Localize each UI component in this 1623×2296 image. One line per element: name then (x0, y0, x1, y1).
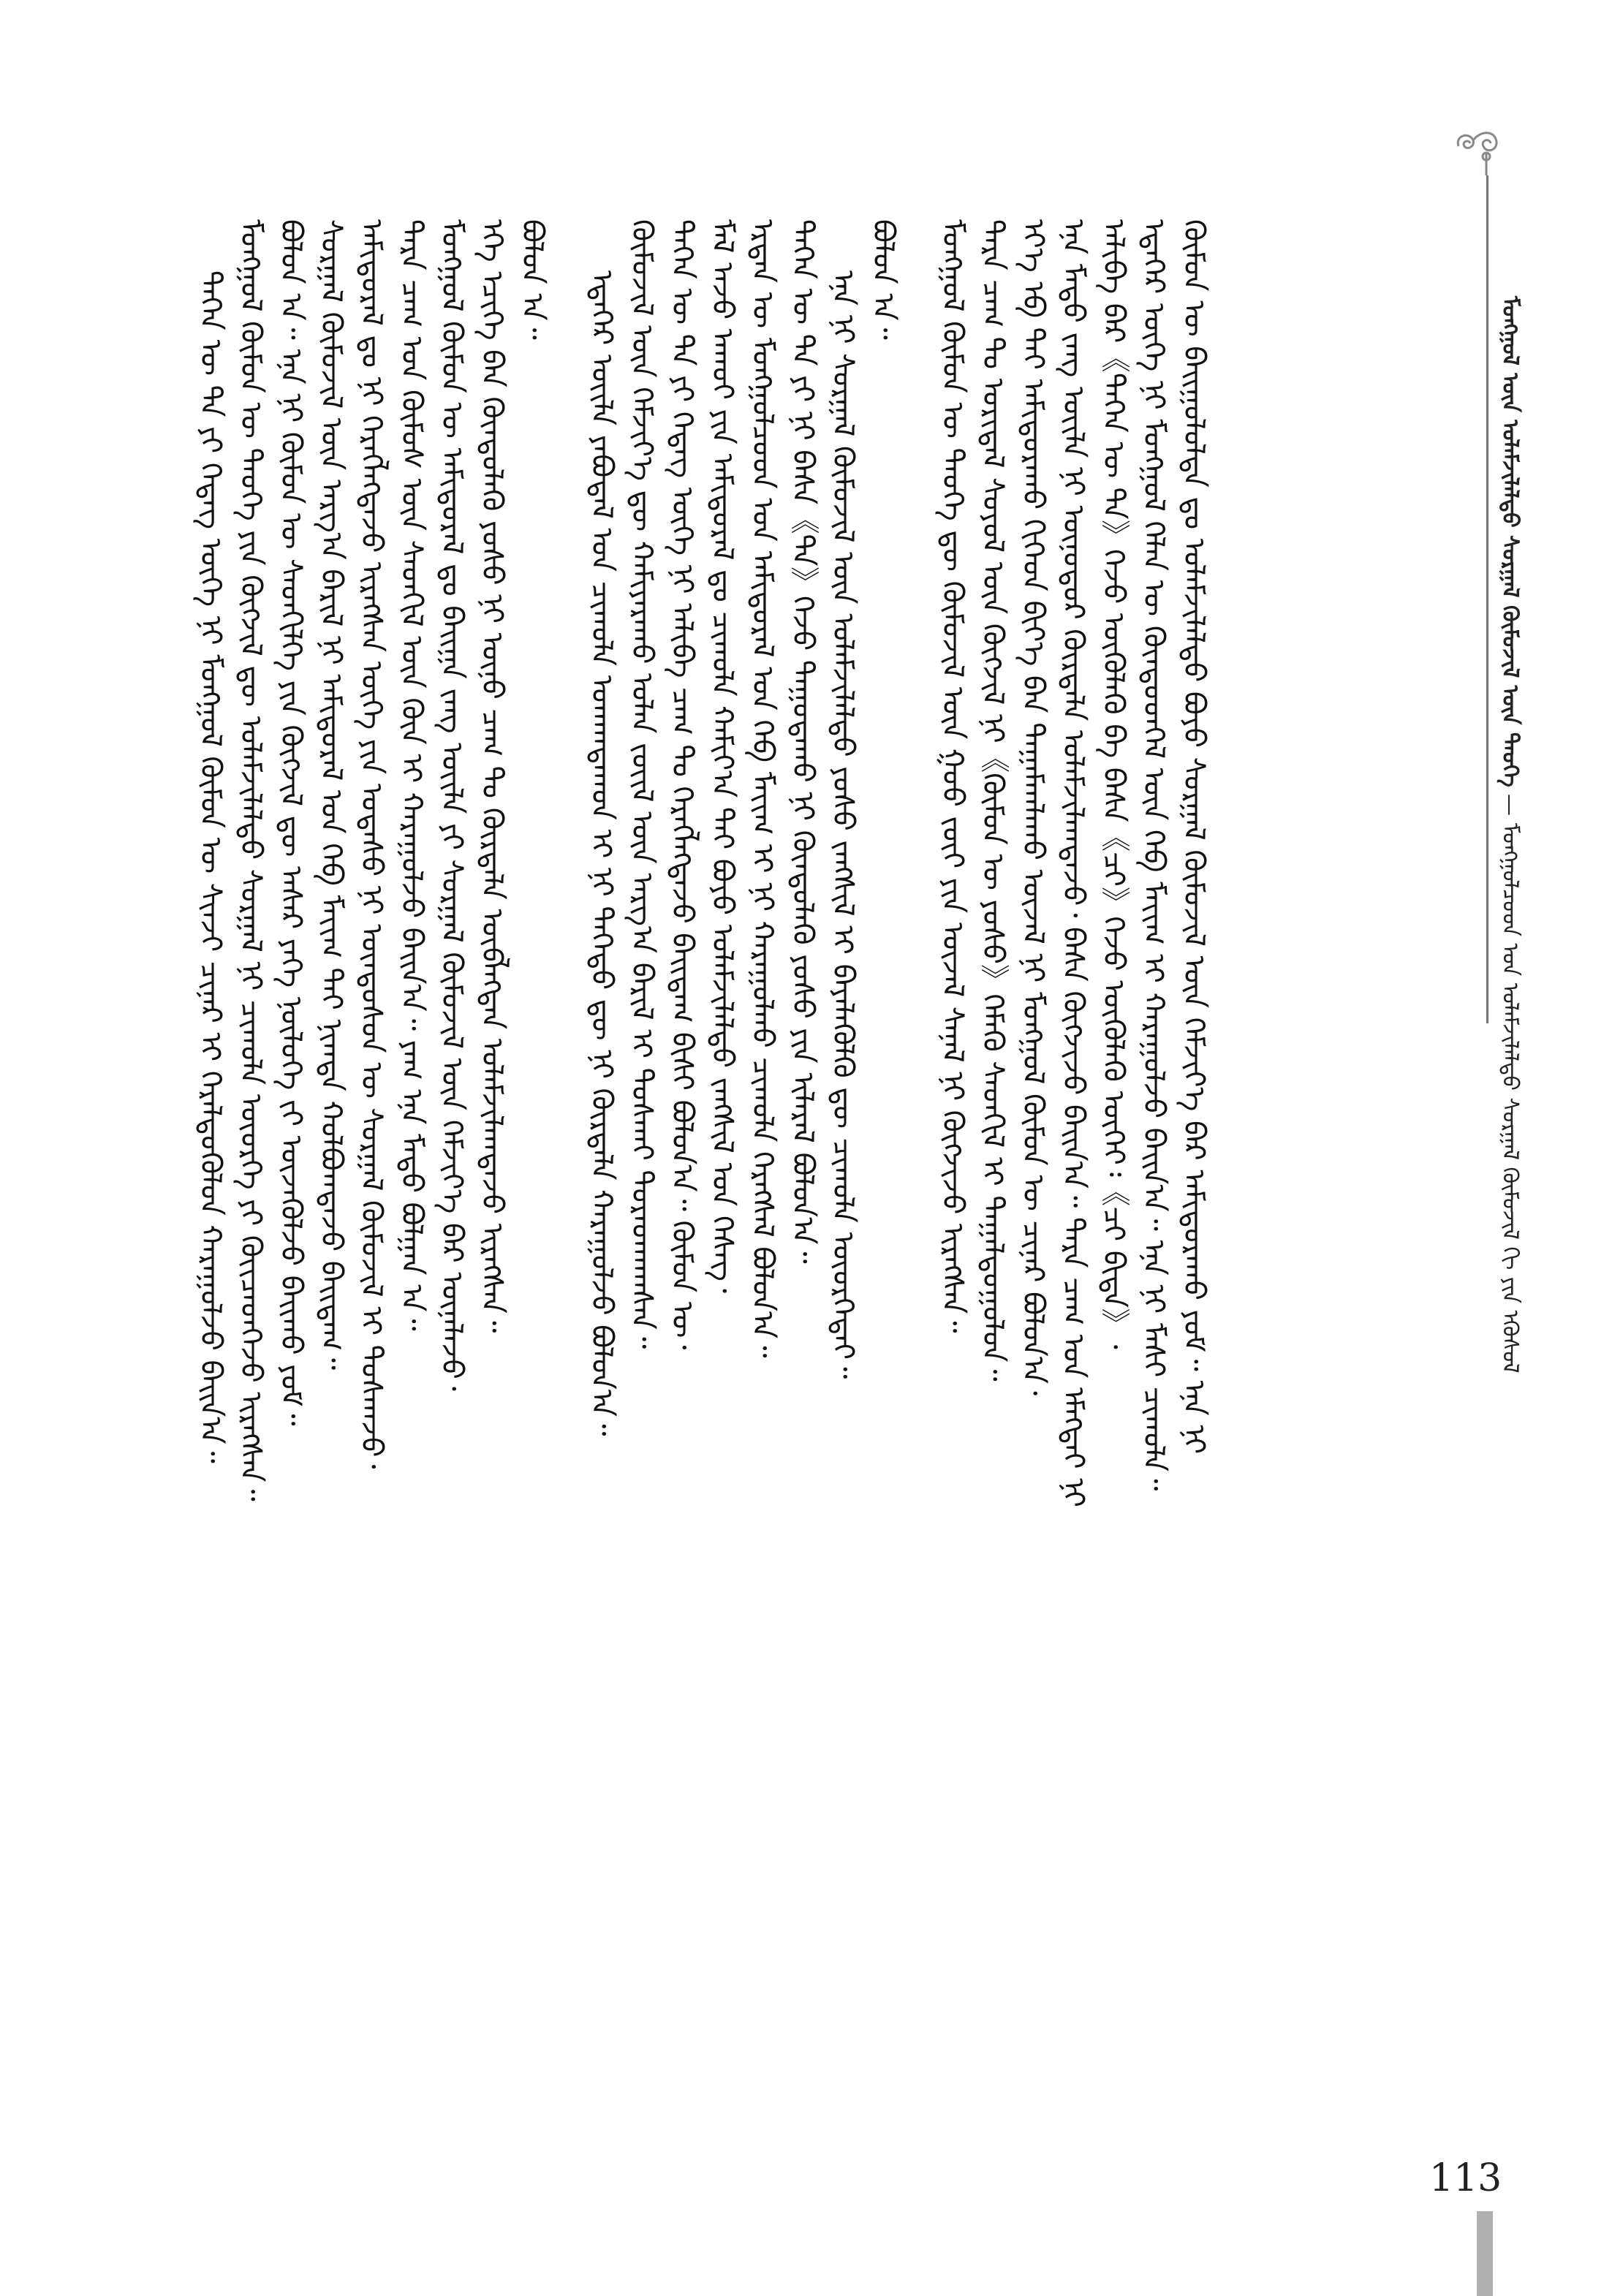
text-column: ᠡᠳᠡᠭᠡᠷ ᠦᠢᠯᠡ ᠶᠠᠪᠤᠳᠠᠯ ᠤᠨ ᠴᠢᠬᠤᠯᠠ ᠤᠬᠠᠭᠳᠠᠬᠤᠨ ᠢ ᠨᠢ ᠳᠡᠭᠡᠳᠦ ᠳᠦ ᠨᠢ ᠬᠦᠷᠲᠡᠯᠡ ᠬᠠᠷᠠᠭᠤᠯᠵᠤ ᠪᠣᠯᠣᠨ᠎ᠠ᠃ (585, 270, 618, 1436)
text-column: ᠠᠮᠢᠳᠤᠷᠠᠯ ᠳᠤ ᠨᠢ ᠬᠡᠷᠡᠭᠯᠡᠭᠳᠡᠵᠦ ᠢᠷᠡᠭᠰᠡᠨ ᠦᠭᠡ ᠶᠢᠨ ᠤᠲᠠᠰᠤ ᠨᠢ ᠦᠨᠳᠦᠰᠦᠨ ᠦ ᠰᠤᠷᠭᠠᠯ ᠬᠦᠮᠦᠵᠢᠯ ᠢ ᠲᠤᠰᠬᠠᠵᠤ᠂ (355, 219, 388, 1469)
header-separator: — (1497, 794, 1523, 817)
text-column: ᠠᠯᠢᠪᠠ ᠪᠡᠷ《ᠲᠡᠭᠡᠨ ᠦ ᠲᠠ》ᠭᠡᠵᠦ ᠦᠭᠦᠯᠡᠬᠦ ᠪᠠ ᠪᠠᠰᠠ《ᠴᠢ》ᠭᠡᠵᠦ ᠦᠭᠦᠯᠡᠬᠦ ᠦᠭᠡᠢ᠄《ᠴᠢ ᠪᠢᠳᠡ》᠂ (1097, 219, 1130, 1349)
text-column: ᠪᠣᠯᠤᠨ ᠠ᠃ (515, 219, 549, 340)
text-column: ᠬᠦᠮᠦᠵᠢᠯ ᠦᠨ ᠬᠡᠮᠵᠢᠶ᠎ᠡ ᠳᠦ ᠬᠠᠮᠢᠶᠠᠷᠠᠬᠤ ᠣᠯᠠᠨ ᠵᠦᠢᠯ ᠦᠨ ᠠᠷᠭ᠎ᠠ ᠪᠠᠷᠢᠯ ᠢ ᠲᠤᠰᠬᠠᠢ ᠳᠤᠷᠠᠳᠬᠠᠭᠰᠠᠨ᠃ (625, 219, 659, 1349)
text-column: ᠲᠡᠷᠡ ᠴᠠᠭ ᠤᠨ ᠬᠦᠮᠦᠰ ᠦᠨ ᠰᠡᠳᠬᠢᠯ ᠦᠨ ᠭᠦᠨ ᠢ ᠬᠠᠷᠠᠭᠤᠯᠵᠤ ᠪᠠᠢᠨ᠎ᠠ᠃ ᠶᠠᠭ ᠡᠨᠡ ᠮᠡᠲᠦ ᠪᠣᠯᠭᠠᠨ ᠠ᠃ (395, 219, 428, 1331)
text-column: ᠮᠠᠯ ᠠᠵᠤ ᠠᠬᠤᠢ ᠶᠢᠨ ᠠᠮᠢᠳᠤᠷᠠᠯ ᠳᠤ ᠴᠢᠬᠤᠯᠠ ᠬᠠᠮᠢᠶ᠎ᠠ ᠲᠠᠢ ᠪᠤᠶᠤ ᠤᠯᠠᠮᠵᠢᠯᠠᠯᠲᠤ ᠵᠠᠩᠰᠢᠯ ᠤᠨ ᠬᠡᠰᠡᠭ᠂ (705, 219, 739, 1294)
text-column: ᠬᠦᠮᠦᠨ ᠦ ᠪᠠᠢᠭᠤᠯᠤᠯᠲᠠ ᠳᠤ ᠤᠯᠠᠮᠵᠢᠯᠠᠯᠲᠤ ᠪᠤᠶᠤ ᠰᠤᠷᠭᠠᠯ ᠬᠦᠮᠦᠵᠢᠯ ᠦᠨ ᠬᠡᠮᠵᠢᠶ᠎ᠡ ᠪᠡᠷ ᠠᠮᠢᠳᠤᠷᠠᠬᠤ ᠶᠤᠮ᠃ ᠡᠨᠡ ᠨᠢ (1177, 219, 1211, 1455)
text-column: ᠲᠡᠷᠡ ᠴᠠᠭ ᠲᠤ ᠤᠷᠢᠳᠠᠯ ᠰᠣᠶᠤᠯ ᠦᠨ ᠬᠥᠭᠵᠢᠯ ᠨᠢ《ᠬᠦᠮᠦᠨ ᠦ ᠶᠣᠰᠤ》ᠬᠡᠮᠡᠬᠦ ᠰᠡᠳᠬᠢᠯ ᠢ ᠳᠠᠭᠠᠯᠳᠤᠭᠤᠯᠤᠨ᠃ (976, 219, 1010, 1382)
text-column: ᠮᠣᠩᠭᠣᠯ ᠬᠦᠮᠦᠨ ᠦ ᠲᠡᠦᠬᠡ ᠶᠢᠨ ᠬᠥᠭᠵᠢᠯ ᠳᠦ ᠤᠯᠠᠮᠵᠢᠯᠠᠯᠲᠤ ᠰᠤᠷᠭᠠᠯ ᠨᠢ ᠴᠢᠬᠤᠯᠠ ᠦᠦᠷᠭᠡ ᠶᠢ ᠭᠦᠢᠴᠡᠳᠬᠡᠵᠦ ᠢᠷᠡᠭᠰᠡᠨ᠃ (234, 219, 268, 1501)
text-column: ᠪᠣᠯᠤᠨ ᠠ᠃ ᠡᠨᠡ ᠨᠢ ᠬᠦᠮᠦᠨ ᠦ ᠰᠡᠳᠬᠢᠯᠭᠡ ᠶᠢᠨ ᠬᠥᠭᠵᠢᠯ ᠳᠦ ᠠᠰᠠᠷ ᠶᠡᠬᠡ ᠨᠥᠯᠦᠭᠡ ᠵᠢ ᠦᠵᠡᠭᠦᠯᠵᠦ ᠪᠠᠢᠬᠤ ᠶᠤᠮ᠃ (274, 219, 308, 1426)
text-column: ᠡᠨᠡ ᠨᠢ ᠰᠤᠷᠭᠠᠯ ᠬᠦᠮᠦᠵᠢᠯ ᠦᠨ ᠤᠯᠠᠮᠵᠢᠯᠠᠯᠲᠤ ᠶᠣᠰᠤ ᠵᠠᠩᠰᠢᠯ ᠢ ᠪᠡᠶᠡᠯᠡᠭᠦᠯᠬᠦ ᠳᠦ ᠴᠢᠬᠤᠯᠠ ᠦᠦᠷᠭᠡᠲᠡᠢ᠃ (826, 270, 860, 1379)
chapter-title: ᠮᠣᠩᠭᠣᠯᠴᠤᠳ ᠤᠨ ᠤᠯᠠᠮᠵᠢᠯᠠᠯᠲᠤ ᠰᠤᠷᠭᠠᠯ ᠬᠦᠮᠦᠵᠢᠯ ᠬᠢ ᠶᠢᠨ ᠡᠭᠦᠰᠦᠯ (1497, 822, 1523, 1374)
text-column: ᠲᠡᠭᠡᠨ ᠦ ᠲᠠ ᠶᠢ ᠭᠡᠳᠡᠭ ᠦᠭᠡ ᠨᠢ ᠮᠣᠩᠭᠣᠯ ᠬᠦᠮᠦᠨ ᠦ ᠰᠢᠨᠵᠢ ᠴᠢᠨᠠᠷ ᠢ ᠭᠡᠷᠡᠯᠲᠦᠭᠦᠯᠦᠨ ᠬᠠᠷᠠᠭᠤᠯᠵᠤ ᠪᠠᠢᠨ᠎ᠠ᠃ (194, 270, 227, 1463)
page-edge-tab (1477, 2211, 1493, 2296)
text-column: ᠲᠡᠭᠡᠨ ᠦ ᠲᠠ ᠶᠢ ᠭᠡᠳᠡᠭ ᠦᠭᠡ ᠨᠢ ᠠᠯᠢᠪᠠ ᠴᠠᠭ ᠲᠤ ᠬᠡᠷᠡᠭᠯᠡᠭᠳᠡᠵᠦ ᠪᠠᠢᠳᠠᠭ ᠪᠢᠰᠢ ᠪᠣᠯᠤᠨ᠎ᠠ᠃ ᠬᠦᠮᠦᠨ ᠦ᠂ (665, 219, 699, 1350)
text-column: ᠡᠷᠲᠡᠨ ᠦ ᠮᠣᠩᠭᠣᠯᠴᠤᠳ ᠤᠨ ᠠᠮᠢᠳᠤᠷᠠᠯ ᠤᠨ ᠬᠡᠪ ᠮᠠᠶ᠋ᠢᠭ ᠢ ᠨᠢ ᠬᠠᠷᠠᠭᠤᠯᠬᠤ ᠴᠢᠬᠤᠯᠠ ᠬᠡᠷᠡᠭᠰᠡᠯ ᠪᠣᠯᠤᠨ᠎ᠠ᠃ (746, 219, 779, 1358)
text-column: ᠪᠣᠯᠤᠨ ᠠ᠃ (866, 219, 900, 340)
running-header (1495, 296, 1524, 1374)
header-ornament-icon (1451, 124, 1510, 175)
page-number: 113 (1429, 2156, 1502, 2200)
text-column: ᠮᠣᠩᠭᠣᠯ ᠬᠦᠮᠦᠨ ᠦ ᠠᠮᠢᠳᠤᠷᠠᠯ ᠳᠤ ᠪᠠᠢᠭᠠ ᠵᠠᠩ ᠦᠢᠯᠡ ᠶᠢ ᠰᠤᠷᠭᠠᠯ ᠬᠦᠮᠦᠵᠢᠯ ᠦᠨ ᠬᠡᠮᠵᠢᠶ᠎ᠡ ᠪᠡᠷ ᠦᠨᠡᠯᠡᠵᠦ᠂ (435, 219, 469, 1391)
text-column: ᠡᠨᠡ ᠮᠡᠲᠦ ᠵᠠᠩ ᠦᠢᠯᠡ ᠨᠢ ᠥᠨᠥᠳᠦᠷ ᠬᠦᠷᠲᠡᠯᠡ ᠤᠯᠠᠮᠵᠢᠯᠠᠭᠳᠠᠵᠤ᠂ ᠪᠠᠰᠠ ᠬᠥᠭᠵᠢᠵᠦ ᠪᠠᠢᠨ᠎ᠠ᠃ ᠲᠡᠷᠡ ᠴᠠᠭ ᠤᠨ ᠡᠮᠡᠭᠲᠡᠢ ᠨᠢ (1056, 219, 1090, 1507)
text-column: ᠡᠳᠡᠭᠡᠷ ᠦᠭᠡ ᠨᠢ ᠮᠣᠩᠭᠣᠯ ᠬᠡᠯᠡᠨ ᠦ ᠬᠦᠨᠳᠦᠳᠭᠡᠯ ᠦᠨ ᠬᠡᠪ ᠮᠠᠶ᠋ᠢᠭ ᠢ ᠬᠠᠷᠠᠭᠤᠯᠵᠤ ᠪᠠᠢᠨ᠎ᠠ᠃ ᠡᠨᠡ ᠨᠢ ᠮᠠᠰᠢ ᠴᠢᠬᠤᠯᠠ᠃ (1137, 219, 1170, 1491)
body-text (190, 219, 1433, 2120)
text-column: ᠮᠣᠩᠭᠣᠯ ᠬᠦᠮᠦᠨ ᠦ ᠲᠡᠦᠬᠡ ᠳᠦ ᠬᠦᠮᠦᠵᠢᠯ ᠦᠨ ᠭᠣᠣ ᠵᠦᠢ ᠶᠢᠨ ᠦᠵᠡᠯ ᠰᠠᠨᠠᠯ ᠨᠢ ᠬᠥᠭᠵᠢᠵᠦ ᠢᠷᠡᠭᠰᠡᠨ᠃ (936, 219, 969, 1333)
text-column: ᠡᠬᠡ ᠡᠴᠢᠭᠡ ᠪᠡᠨ ᠬᠦᠨᠳᠦᠯᠡᠬᠦ ᠶᠣᠰᠤ ᠨᠢ ᠥᠨᠥ ᠴᠠᠭ ᠲᠤ ᠬᠦᠷᠲᠡᠯᠡ ᠥᠪᠯᠡᠭᠳᠡᠨ ᠤᠯᠠᠮᠵᠢᠯᠠᠭᠳᠠᠵᠤ ᠢᠷᠡᠭᠰᠡᠨ᠃ (475, 219, 509, 1333)
text-column: ᠲᠡᠭᠡᠨ ᠦ ᠲᠠ ᠶᠢ ᠨᠢ ᠪᠠᠰᠠ《ᠲᠠ》ᠭᠡᠵᠦ ᠳᠠᠭᠤᠳᠠᠬᠤ ᠨᠢ ᠬᠦᠨᠳᠦᠯᠡᠬᠦ ᠶᠣᠰᠤ ᠶᠢᠨ ᠢᠯᠡᠷᠡᠯ ᠪᠣᠯᠤᠨ᠎ᠠ᠃ (786, 219, 820, 1264)
text-column: ᠡᠶ᠎ᠡ ᠡᠪ ᠲᠡᠢ ᠠᠮᠢᠳᠤᠷᠠᠬᠤ ᠬᠢᠭᠡᠳ ᠪᠢᠶ᠎ᠡ ᠪᠡᠨ ᠲᠠᠭᠠᠮᠠᠭᠯᠠᠬᠤ ᠦᠵᠡᠯ ᠨᠢ ᠮᠣᠩᠭᠣᠯ ᠬᠦᠮᠦᠨ ᠦ ᠴᠢᠨᠠᠷ ᠪᠣᠯᠤᠨ᠎ᠠ᠂ (1016, 219, 1050, 1396)
text-column: ᠰᠤᠷᠭᠠᠯ ᠬᠦᠮᠦᠵᠢᠯ ᠦᠨ ᠠᠷᠭ᠎ᠠ ᠪᠠᠷᠢᠯ ᠨᠢ ᠠᠮᠢᠳᠤᠷᠠᠯ ᠤᠨ ᠬᠡᠪ ᠮᠠᠶ᠋ᠢᠭ ᠲᠠᠢ ᠨᠢᠭᠲᠠ ᠬᠣᠯᠪᠣᠭᠳᠠᠵᠤ ᠪᠠᠢᠳᠠᠭ᠃ (314, 219, 348, 1371)
header-rule (1486, 175, 1488, 1023)
book-title: ᠮᠣᠩᠭᠣᠯ ᠦᠨ ᠤᠯᠠᠮᠵᠢᠯᠠᠯᠲᠤ ᠰᠤᠷᠭᠠᠯ ᠬᠦᠮᠦᠵᠢᠯ ᠦᠨ ᠲᠡᠦᠬᠡ (1497, 296, 1523, 787)
